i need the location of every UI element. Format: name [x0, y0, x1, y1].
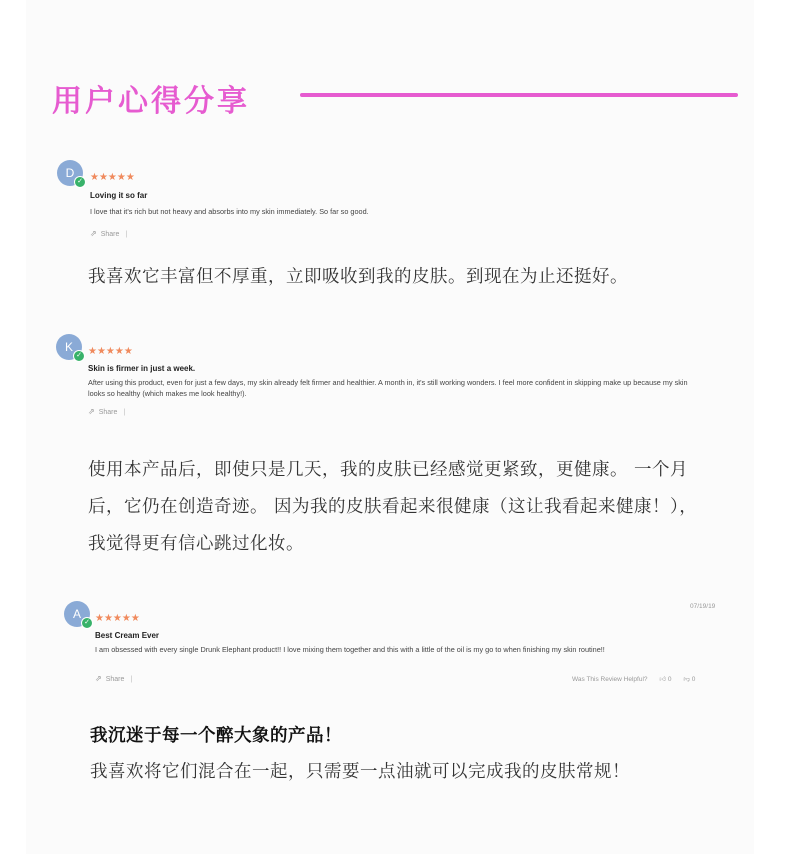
thumbs-down-icon: 👎︎ [683, 676, 690, 683]
avatar-letter: A [72, 607, 81, 621]
title-underline [300, 93, 738, 97]
share-icon: ⇗ [95, 674, 102, 683]
share-label: Share [98, 409, 118, 416]
review-title: Best Cream Ever [95, 631, 160, 640]
review-translation [88, 452, 697, 563]
share-label: Share [105, 676, 125, 683]
share-button[interactable] [90, 229, 127, 238]
helpful-votes [572, 675, 695, 683]
reviewer-avatar [64, 601, 90, 627]
share-label: Share [100, 231, 120, 238]
reviewer-avatar [57, 160, 83, 186]
section-title: 用户心得分享 [52, 84, 250, 119]
upvote-count: 0 [667, 676, 672, 683]
avatar-letter: D [65, 166, 75, 180]
translation-line: 后，它仍在创造奇迹。 因为我的皮肤看起来很健康（这让我看起来健康！）， [88, 497, 698, 517]
downvote-button[interactable] [683, 676, 695, 683]
translation-line: 我沉迷于每一个醉大象的产品！ [90, 726, 342, 746]
review-date: 07/19/19 [690, 603, 716, 610]
share-button[interactable] [95, 674, 132, 683]
star-rating: ★★★★★ [88, 346, 133, 357]
star-rating: ★★★★★ [95, 613, 140, 624]
share-button[interactable] [88, 407, 125, 416]
avatar-letter: K [64, 340, 73, 354]
divider: | [123, 409, 126, 416]
share-icon: ⇗ [88, 407, 95, 416]
review-body: After using this product, even for just a few days, my skin already felt firmer and healthier. A month in, it's still working wonders. I feel more confident in skipping make up because my skin looks so healthy (which makes me look healthy!). [88, 378, 688, 398]
translation-line: 我喜欢将它们混合在一起，只需要一点油就可以完成我的皮肤常规！ [90, 762, 630, 782]
review-body: I am obsessed with every single Drunk Elephant product!! I love mixing them together and this with a little of the oil is my go to when finishing my skin routine!! [95, 645, 605, 654]
review-translation [90, 718, 630, 790]
review-title: Skin is firmer in just a week. [88, 364, 196, 373]
translation-line: 使用本产品后，即使只是几天，我的皮肤已经感觉更紧致，更健康。 一个月 [88, 460, 689, 480]
helpful-label: Was This Review Helpful? [572, 676, 648, 683]
divider: | [130, 676, 133, 683]
verified-check-icon: ✓ [73, 350, 85, 362]
verified-check-icon: ✓ [74, 176, 86, 188]
share-icon: ⇗ [90, 229, 97, 238]
thumbs-up-icon: 👍︎ [659, 676, 667, 683]
star-rating: ★★★★★ [90, 172, 135, 183]
translation-line: 我觉得更有信心跳过化妆。 [88, 534, 304, 554]
reviewer-avatar [56, 334, 82, 360]
upvote-button[interactable] [659, 676, 671, 683]
downvote-count: 0 [691, 676, 696, 683]
review-translation: 我喜欢它丰富但不厚重，立即吸收到我的皮肤。到现在为止还挺好。 [88, 267, 628, 287]
review-body: I love that it's rich but not heavy and absorbs into my skin immediately. So far so good. [90, 207, 369, 216]
review-title: Loving it so far [90, 191, 148, 200]
divider: | [125, 231, 128, 238]
verified-check-icon: ✓ [81, 617, 93, 629]
